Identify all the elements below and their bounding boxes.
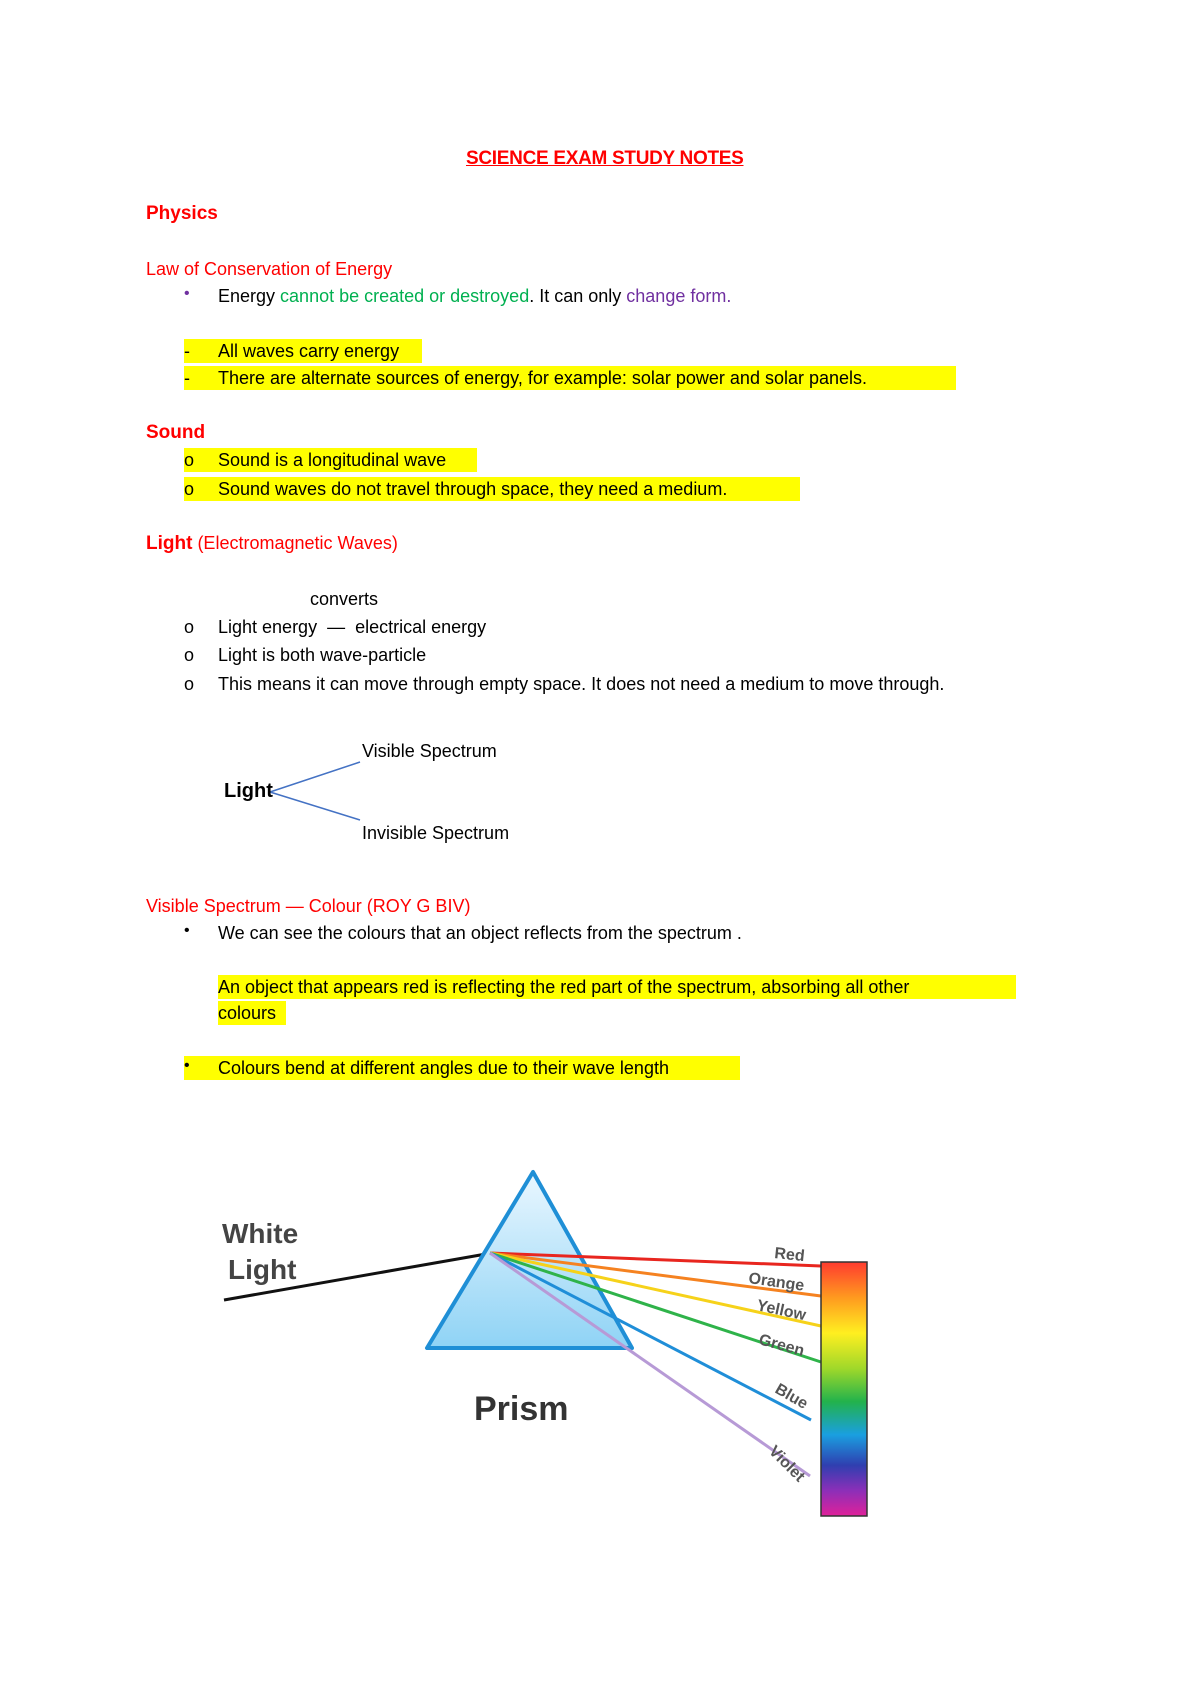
physics-heading: Physics [146, 203, 218, 224]
light-subheading: (Electromagnetic Waves) [192, 533, 398, 553]
light-heading: Light [146, 533, 193, 554]
light-item-1: Light energy — electrical energy [218, 617, 487, 637]
tree-root-label: Light [224, 780, 273, 802]
conservation-purple-text: change form [626, 286, 727, 306]
ray-label-yellow: Yellow [755, 1297, 808, 1325]
light-item-3: This means it can move through empty space. It does not need a medium to move through. [218, 674, 945, 694]
dash-marker: - [184, 341, 190, 361]
document-title: SCIENCE EXAM STUDY NOTES [466, 148, 744, 169]
visible-para-line-2: colours [218, 1003, 277, 1023]
converts-label: converts [310, 589, 379, 609]
ray-labels-group [747, 1245, 810, 1486]
conservation-mid: . It can only [529, 286, 627, 306]
tree-top-label: Visible Spectrum [362, 741, 497, 761]
dash-item-2: There are alternate sources of energy, for example: solar power and solar panels. [218, 368, 868, 388]
white-label-2: Light [228, 1254, 297, 1285]
visible-spectrum-heading: Visible Spectrum — Colour (ROY G BIV) [146, 896, 471, 916]
conservation-green-text: cannot be created or destroyed [280, 286, 530, 306]
ray-label-green: Green [756, 1331, 807, 1360]
visible-para-line-1: An object that appears red is reflecting the red part of the spectrum, absorbing all other [218, 977, 910, 997]
circle-marker: o [184, 645, 195, 665]
sound-item-2: Sound waves do not travel through space, they need a medium. [218, 479, 728, 499]
light-item-2: Light is both wave-particle [218, 645, 427, 665]
sound-heading: Sound [146, 422, 206, 443]
ray-label-violet: Violet [765, 1442, 808, 1486]
conservation-end: . [726, 286, 732, 306]
bullet-marker: • [184, 922, 190, 939]
bullet-marker: • [184, 285, 190, 302]
prism-label: Prism [474, 1390, 569, 1428]
circle-marker: o [184, 674, 195, 694]
visible-bullet-2: Colours bend at different angles due to their wave length [218, 1058, 669, 1078]
spectrum-bar [821, 1262, 867, 1516]
dash-marker: - [184, 368, 190, 388]
conservation-prefix: Energy [218, 286, 281, 306]
ray-label-red: Red [773, 1245, 806, 1266]
circle-marker: o [184, 617, 195, 637]
bullet-marker: • [184, 1057, 190, 1074]
visible-bullet-1: We can see the colours that an object reflects from the spectrum . [218, 923, 742, 943]
tree-bottom-label: Invisible Spectrum [362, 823, 510, 843]
circle-marker: o [184, 450, 195, 470]
white-label-1: White [222, 1218, 299, 1249]
circle-marker: o [184, 479, 195, 499]
ray-label-blue: Blue [772, 1380, 811, 1413]
conservation-heading: Law of Conservation of Energy [146, 259, 393, 279]
dash-item-1: All waves carry energy [218, 341, 400, 361]
sound-item-1: Sound is a longitudinal wave [218, 450, 447, 470]
ray-label-orange: Orange [747, 1270, 806, 1295]
